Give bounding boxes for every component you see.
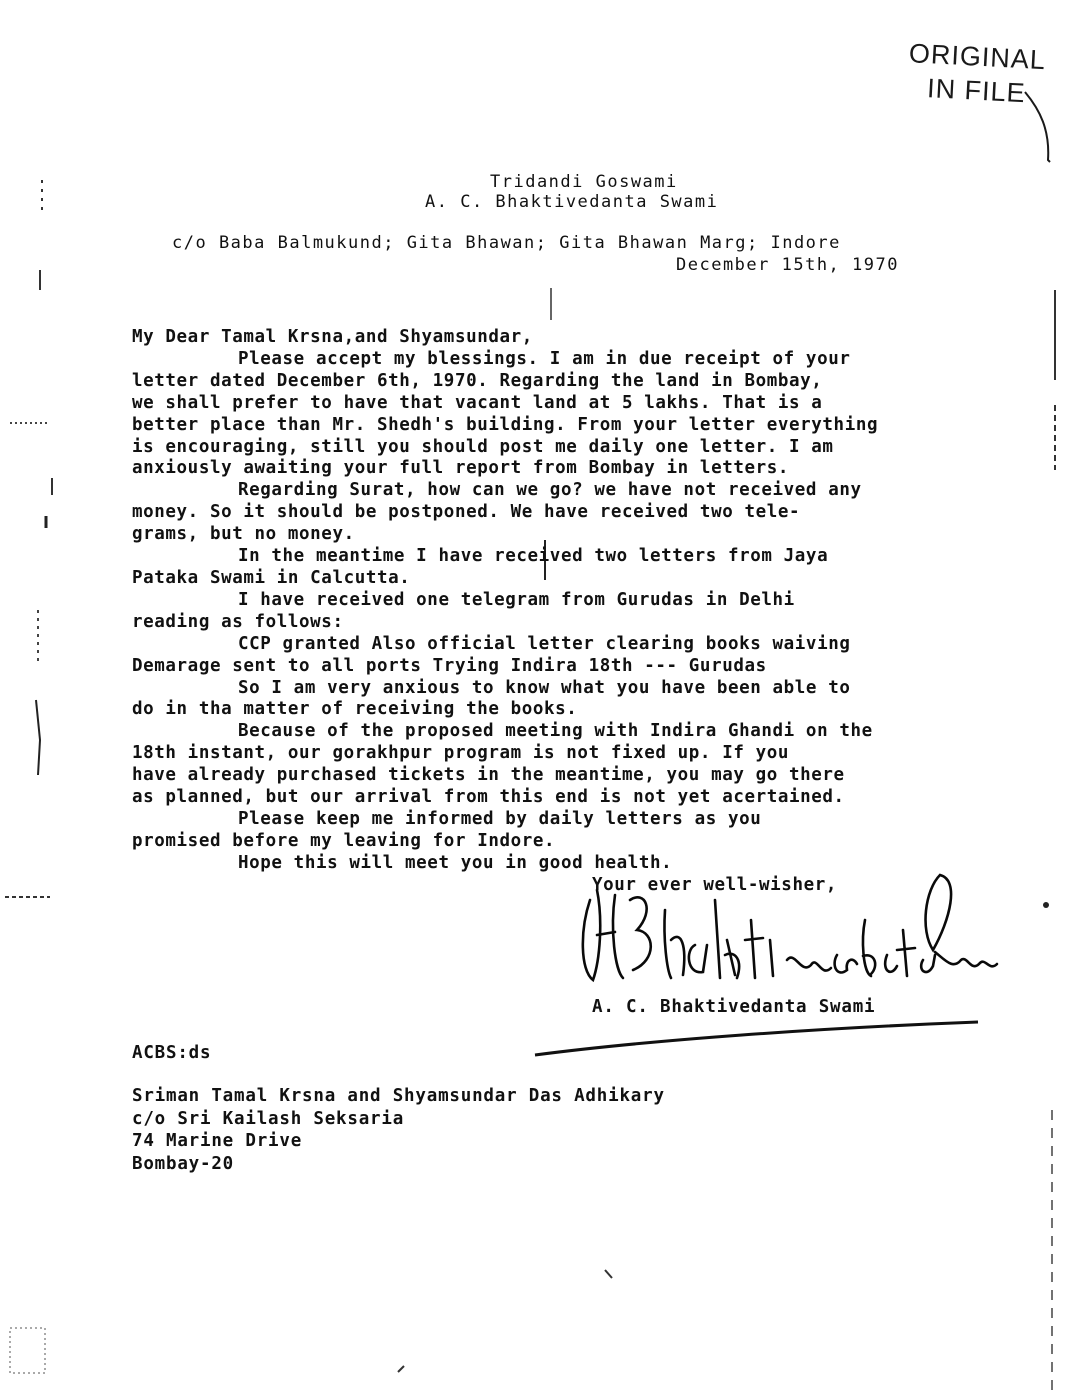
body-line: Regarding Surat, how can we go? we have not received any: [238, 480, 862, 501]
body-line: Please keep me informed by daily letters as you: [238, 808, 762, 829]
body-line: CCP granted Also official letter clearing books waiving: [238, 633, 851, 654]
header-address: c/o Baba Balmukund; Gita Bhawan; Gita Bhawan Marg; Indore: [172, 233, 841, 253]
header-title: Tridandi Goswami: [490, 172, 678, 192]
letter-body: [132, 327, 1042, 897]
closing: Your ever well-wisher,: [592, 874, 837, 895]
salutation: My Dear Tamal Krsna,and Shyamsundar,: [132, 327, 533, 347]
body-line: have already purchased tickets in the meantime, you may go there: [132, 765, 845, 786]
letter-date: December 15th, 1970: [676, 255, 899, 275]
body-line: we shall prefer to have that vacant land at 5 lakhs. That is a: [132, 392, 823, 413]
stamp-line-2: IN FILE: [926, 73, 1027, 109]
body-line: money. So it should be postponed. We have received two tele-: [132, 502, 801, 523]
body-line: is encouraging, still you should post me daily one letter. I am: [132, 436, 834, 457]
body-line: 18th instant, our gorakhpur program is not fixed up. If you: [132, 743, 790, 764]
address-line: Sriman Tamal Krsna and Shyamsundar Das Adhikary: [132, 1086, 665, 1106]
stamp-line-1: ORIGINAL: [908, 38, 1047, 76]
body-line: as planned, but our arrival from this end is not yet acertained.: [132, 787, 845, 808]
body-line: grams, but no money.: [132, 524, 355, 545]
body-line: I have received one telegram from Gurudas in Delhi: [238, 589, 795, 610]
body-line: Pataka Swami in Calcutta.: [132, 567, 411, 588]
recipient-address: [132, 1085, 665, 1175]
body-line: letter dated December 6th, 1970. Regarding the land in Bombay,: [132, 370, 823, 391]
body-line: better place than Mr. Shedh's building. From your letter everything: [132, 414, 879, 435]
body-line: So I am very anxious to know what you have been able to: [238, 677, 851, 698]
address-line: 74 Marine Drive: [132, 1131, 303, 1151]
header-name: A. C. Bhaktivedanta Swami: [425, 192, 719, 212]
typed-signature: A. C. Bhaktivedanta Swami: [592, 997, 876, 1017]
body-line: Demarage sent to all ports Trying Indira 18th --- Gurudas: [132, 655, 767, 676]
body-line: Because of the proposed meeting with Indira Ghandi on the: [238, 721, 873, 742]
body-line: Hope this will meet you in good health.: [238, 852, 673, 873]
handwritten-signature: [575, 860, 1015, 990]
address-line: Bombay-20: [132, 1153, 235, 1174]
body-line: In the meantime I have received two letters from Jaya: [238, 546, 829, 567]
body-line: anxiously awaiting your full report from Bombay in letters.: [132, 458, 790, 479]
reference-initials: ACBS:ds: [132, 1043, 212, 1063]
body-line: Please accept my blessings. I am in due receipt of your: [238, 348, 851, 369]
body-line: promised before my leaving for Indore.: [132, 830, 556, 851]
address-line: c/o Sri Kailash Seksaria: [132, 1108, 405, 1129]
body-line: do in tha matter of receiving the books.: [132, 699, 578, 720]
body-line: reading as follows:: [132, 611, 344, 632]
